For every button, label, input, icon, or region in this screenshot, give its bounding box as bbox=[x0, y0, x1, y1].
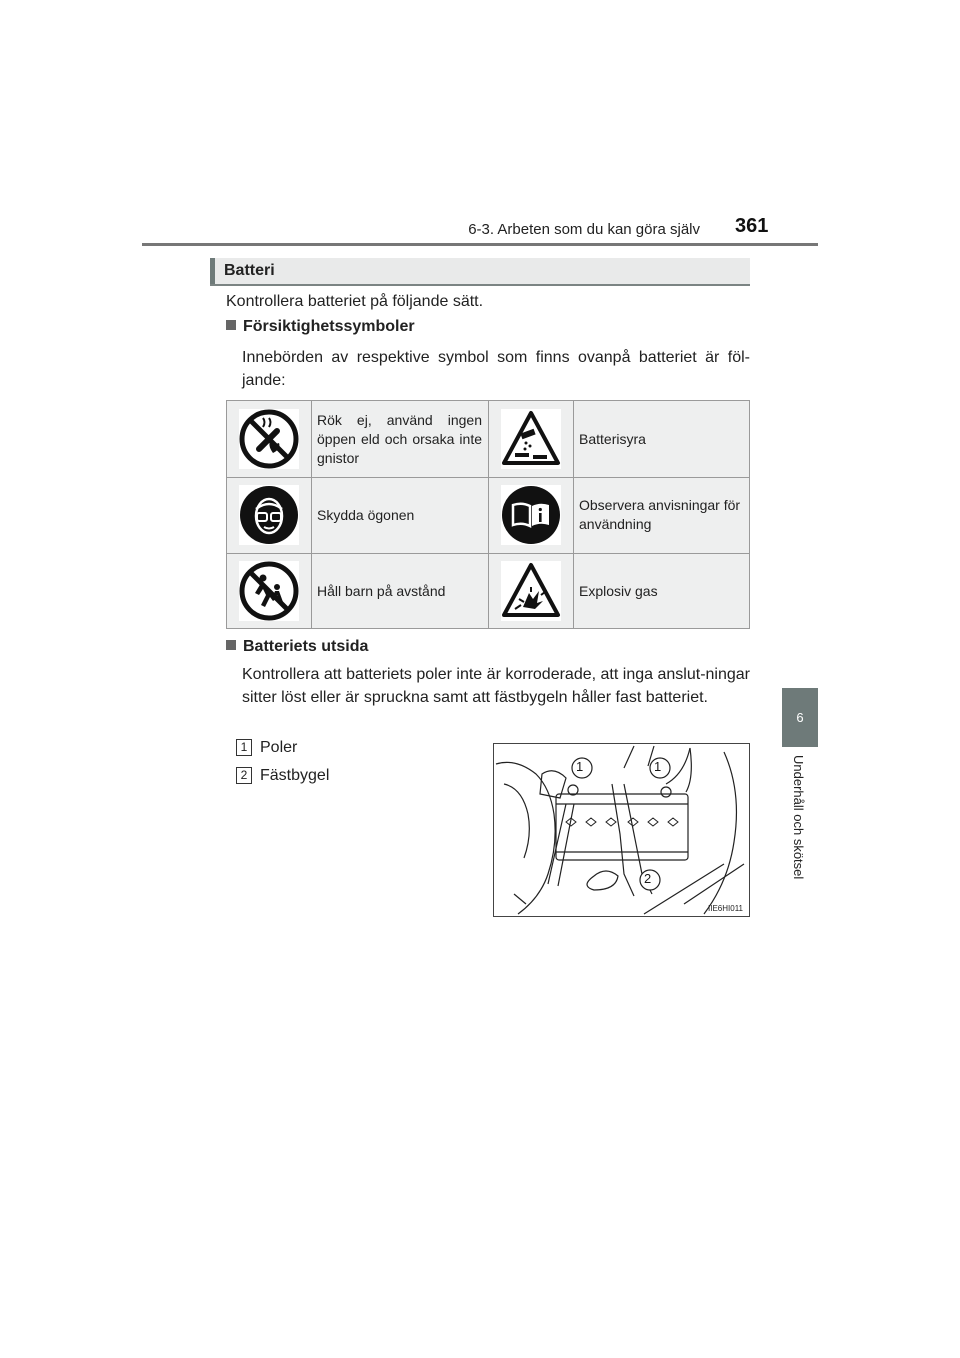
warning-symbols-heading bbox=[226, 318, 415, 336]
legend-item bbox=[236, 739, 297, 757]
table-row bbox=[227, 401, 749, 478]
table-row bbox=[227, 553, 749, 629]
section-title-bar bbox=[210, 258, 750, 286]
symbol-label-cell bbox=[573, 553, 749, 629]
legend-label: Fästbygel bbox=[260, 767, 330, 784]
section-intro: Kontrollera batteriet på följande sätt. bbox=[226, 293, 484, 310]
legend-number: 1 bbox=[236, 739, 252, 756]
symbol-cell bbox=[489, 401, 574, 477]
symbol-label-cell bbox=[311, 477, 489, 553]
figure-code: IIE6HI011 bbox=[708, 904, 743, 913]
symbol-label: Observera anvisningar för användning bbox=[579, 497, 741, 532]
symbol-label-cell bbox=[573, 401, 749, 477]
callout-number: 1 bbox=[654, 759, 662, 774]
warning-symbols-text: Innebörden av respektive symbol som finns ovanpå batteriet är föl-jande: bbox=[242, 349, 750, 389]
section-title: Batteri bbox=[224, 262, 275, 279]
callout-number: 2 bbox=[644, 871, 652, 886]
chapter-tab-label: Underhåll och skötsel bbox=[791, 755, 806, 880]
eye-protection-icon bbox=[239, 485, 299, 545]
section-bar-accent bbox=[210, 258, 215, 284]
bullet-square-icon bbox=[226, 640, 236, 650]
symbol-cell bbox=[227, 477, 312, 553]
symbol-label-cell bbox=[573, 477, 749, 553]
symbol-label: Håll barn på avstånd bbox=[317, 582, 446, 599]
symbol-label: Skydda ögonen bbox=[317, 506, 415, 523]
chapter-tab: 6 bbox=[782, 688, 818, 747]
battery-exterior-heading-text: Batteriets utsida bbox=[243, 638, 369, 655]
symbol-label: Rök ej, använd ingen öppen eld och orsaka inte gnistor bbox=[317, 411, 482, 466]
table-row bbox=[227, 477, 749, 554]
no-smoking-icon bbox=[239, 409, 299, 469]
legend-label: Poler bbox=[260, 739, 298, 756]
battery-exterior-heading bbox=[226, 638, 368, 656]
symbol-cell bbox=[489, 477, 574, 553]
symbol-label-cell bbox=[311, 401, 489, 477]
header-rule bbox=[142, 243, 818, 246]
warning-symbols-table bbox=[226, 400, 750, 629]
battery-acid-icon bbox=[501, 409, 561, 469]
keep-children-away-icon bbox=[239, 561, 299, 621]
symbol-cell bbox=[489, 553, 574, 629]
read-manual-icon bbox=[501, 485, 561, 545]
battery-illustration bbox=[493, 743, 750, 917]
battery-exterior-text: Kontrollera att batteriets poler inte är korroderade, att inga anslut-ningar sitter löst eller är spruckna samt att fästbygeln håller fast batteriet. bbox=[242, 666, 750, 706]
legend-item bbox=[236, 767, 329, 785]
callout-number: 1 bbox=[576, 759, 584, 774]
battery-drawing bbox=[494, 744, 749, 916]
symbol-cell bbox=[227, 553, 312, 629]
symbol-label: Explosiv gas bbox=[579, 582, 658, 599]
header-section-title: 6-3. Arbeten som du kan göra själv bbox=[468, 221, 700, 238]
explosive-gas-icon bbox=[501, 561, 561, 621]
bullet-square-icon bbox=[226, 320, 236, 330]
symbol-label-cell bbox=[311, 553, 489, 629]
symbol-label: Batterisyra bbox=[579, 430, 646, 447]
warning-symbols-heading-text: Försiktighetssymboler bbox=[243, 318, 415, 335]
page-number: 361 bbox=[735, 215, 769, 237]
legend-number: 2 bbox=[236, 767, 252, 784]
symbol-cell bbox=[227, 401, 312, 477]
